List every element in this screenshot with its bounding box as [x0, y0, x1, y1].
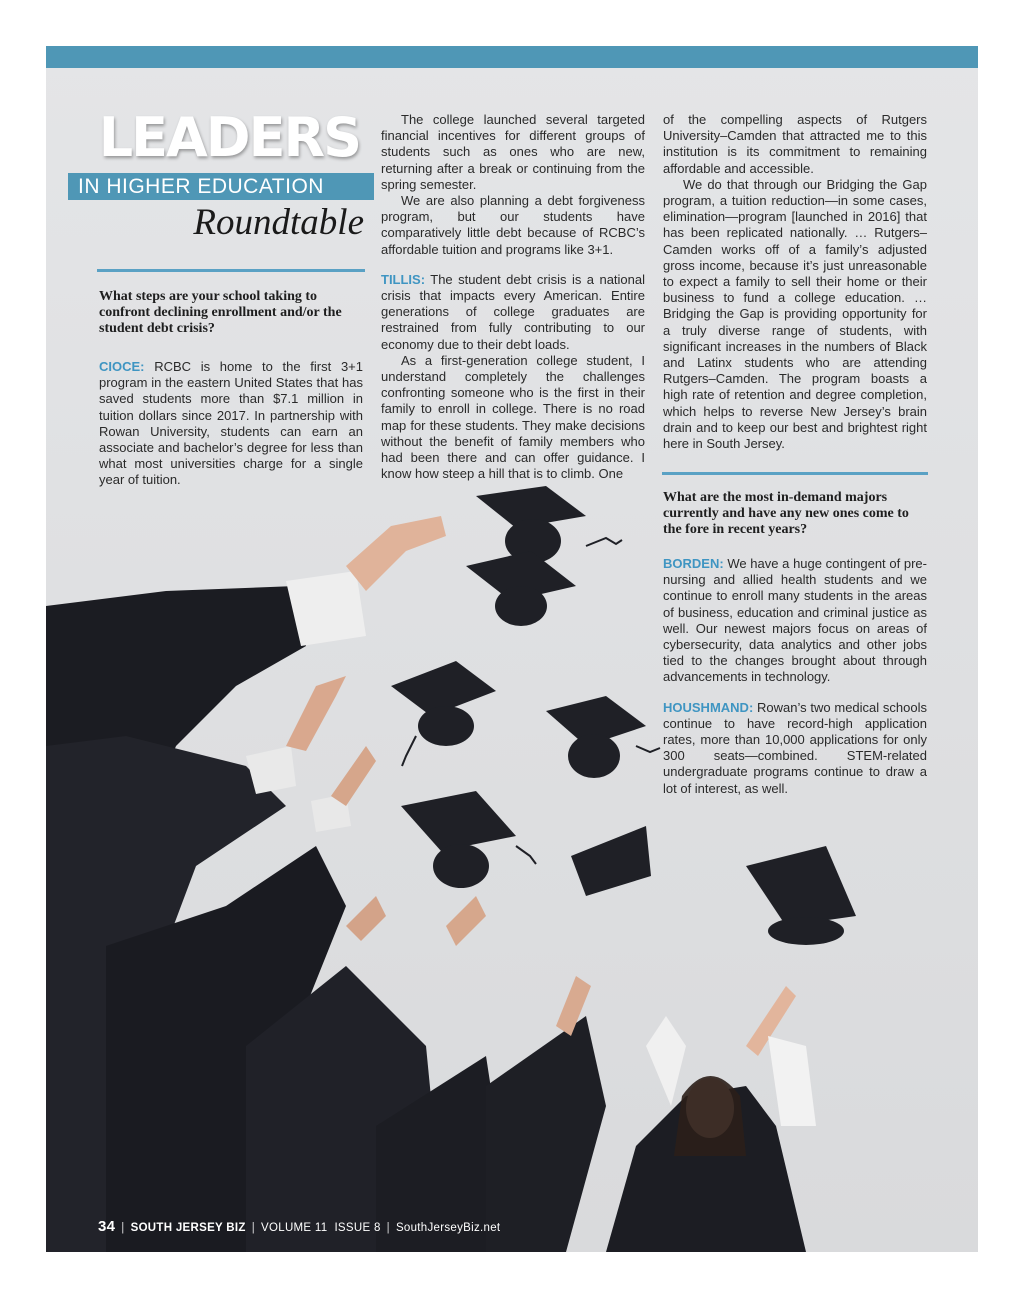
magazine-page	[46, 46, 978, 1252]
divider-rule-right	[662, 472, 928, 475]
answer-houshmand	[663, 700, 927, 797]
answer-text: Rowan’s two medical schools continue to have record-high application rates, more than 10,000 applications for only 300 seats—combined. STEM-related undergraduate programs continue to draw a lot of interest, as well.	[663, 699, 927, 796]
speaker-label: BORDEN:	[663, 556, 724, 571]
column-1	[99, 359, 363, 489]
answer-borden	[663, 556, 927, 686]
question-heading: What are the most in-demand majors currently and have any new ones come to the fore in recent years?	[663, 490, 909, 537]
paragraph: The college launched several targeted financial incentives for different groups of students such as ones who are new, returning after a break or continuing from the spring semester.	[381, 112, 645, 192]
volume: VOLUME 11	[261, 1222, 328, 1234]
paragraph: We are also planning a debt forgiveness program, but our students have comparatively little debt because of RCBC’s affordable tuition and programs like 3+1.	[381, 193, 645, 257]
answer-text: We have a huge contingent of pre-nursing and allied health students and we continue to enroll many students in the areas of business, education and criminal justice as well. Our newest majors focus on areas of cybersecurity, data analytics and other jobs tied to the changes brought about through advancements in technology.	[663, 556, 927, 685]
speaker-label: CIOCE:	[99, 359, 145, 374]
answer-cioce	[99, 359, 363, 489]
section-title-leaders: LEADERS	[98, 106, 360, 169]
question-heading: What steps are your school taking to confront declining enrollment and/or the student debt crisis?	[99, 289, 342, 336]
page-number: 34	[98, 1218, 116, 1235]
section-subtitle: IN HIGHER EDUCATION	[68, 173, 374, 200]
roundtable-title: Roundtable	[193, 202, 364, 243]
answer-text: The student debt crisis is a national crisis that impacts every American. Entire generations of college graduates are restrained from fully contributing to our economy due to their debt loads.	[381, 271, 645, 352]
paragraph: of the compelling aspects of Rutgers University–Camden that attracted me to this institution is its commitment to remaining affordable and accessible.	[663, 112, 927, 176]
answer-text: RCBC is home to the first 3+1 program in the eastern United States that has saved students more than $7.1 million in tuition dollars since 2017. In partnership with Rowan University, students can earn an associate and bachelor’s degree for less than what most universities charge for a single year of tuition.	[99, 359, 363, 488]
answer-tillis	[381, 272, 645, 353]
column-3-continued	[663, 556, 927, 797]
column-3	[663, 112, 927, 452]
speaker-label: TILLIS:	[381, 271, 426, 287]
page-footer: 34 | SOUTH JERSEY BIZ | VOLUME 11 ISSUE 8 | SouthJerseyBiz.net	[98, 1218, 501, 1235]
paragraph: We do that through our Bridging the Gap program, a tuition reduction—in some cases, elimination—program [launched in 2016] that has been replicated nationally. … Rutgers–Camden works off of a family’s adjusted gross income, because it’s just unreasonable to expect a family to sell their home or their business to fund a college education. … Bridging the Gap is providing opportunity for a truly diverse range of students, with significant increases in the numbers of Black and Latinx students who are attending Rutgers–Camden. The program boasts a high rate of retention and degree completion, which helps to reverse New Jersey’s brain drain and to keep our best and brightest right here in South Jersey.	[663, 176, 927, 452]
speaker-label: HOUSHMAND:	[663, 699, 754, 715]
top-accent-bar	[46, 46, 978, 68]
paragraph: As a first-generation college student, I understand completely the challenges confronting someone who is the first in their family to enroll in college. There is no road map for these students. They make decisions without the benefit of family members who had been there and can offer guidance. I know how steep a hill that is to climb. One	[381, 352, 645, 482]
column-2	[381, 112, 645, 482]
website: SouthJerseyBiz.net	[395, 1222, 501, 1234]
issue: ISSUE 8	[334, 1222, 381, 1234]
publication-name: SOUTH JERSEY BIZ	[130, 1222, 246, 1234]
divider-rule-left	[97, 269, 365, 272]
